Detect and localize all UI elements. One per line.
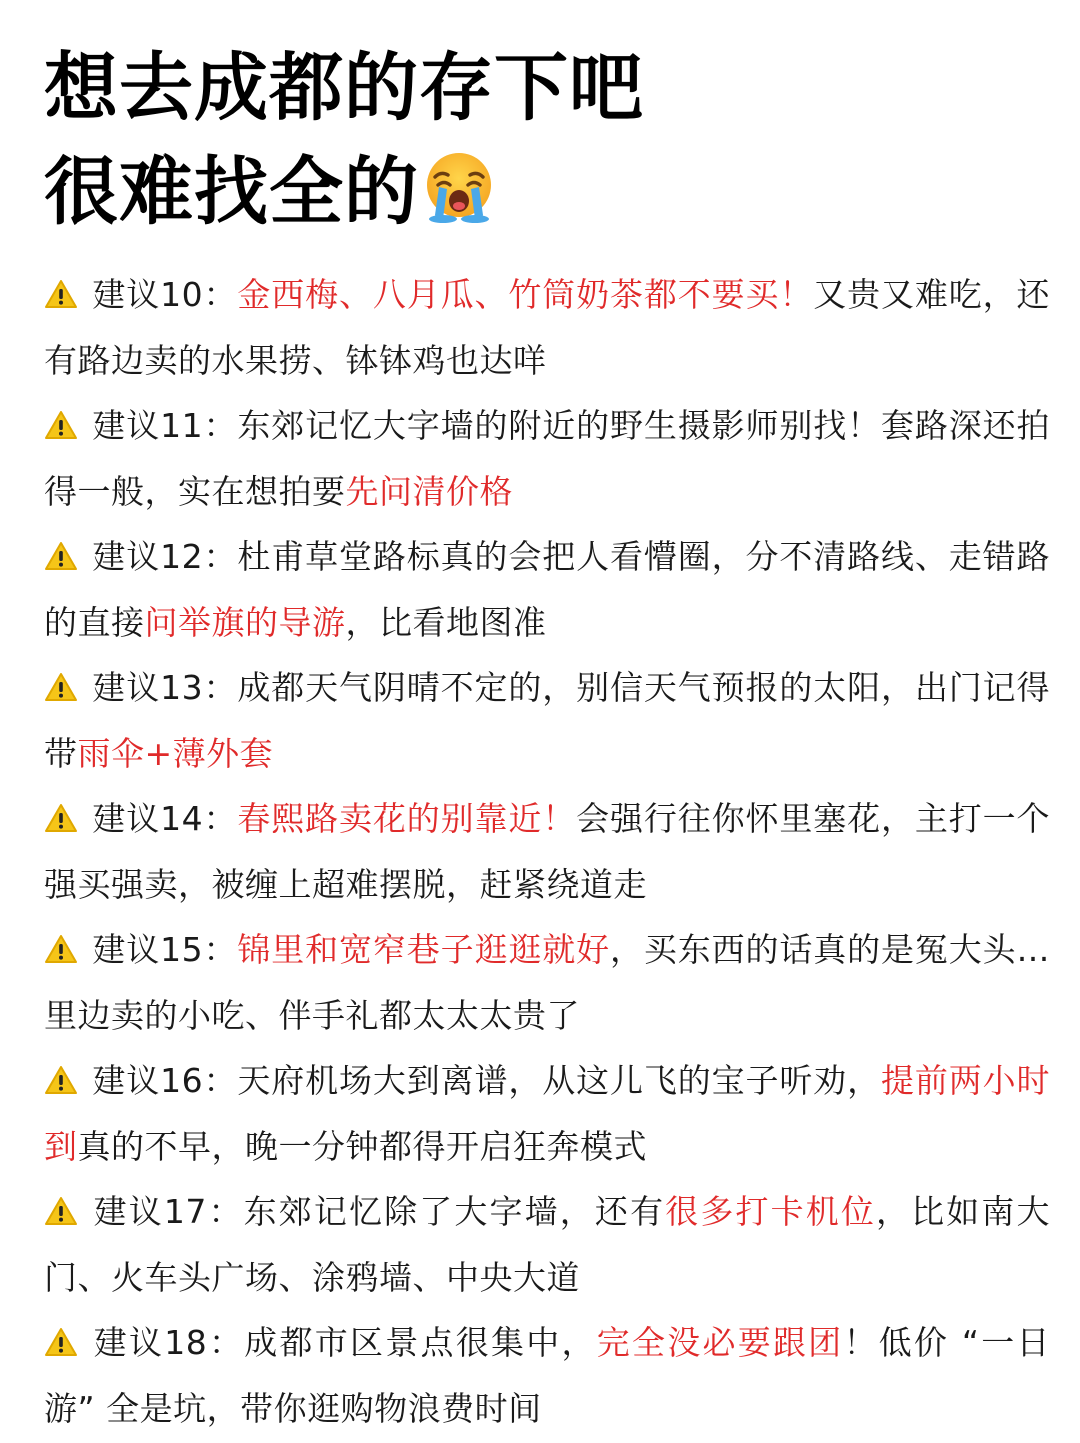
tip-item bbox=[44, 655, 1050, 786]
warning-icon bbox=[44, 1327, 78, 1357]
loudly-crying-face-icon bbox=[421, 149, 497, 225]
tip-label: 建议12： bbox=[92, 537, 238, 576]
warning-icon bbox=[44, 541, 78, 571]
title-line-2-wrap bbox=[44, 140, 1050, 244]
tip-item bbox=[44, 524, 1050, 655]
tip-text: 东郊记忆除了大字墙，还有 bbox=[243, 1192, 666, 1231]
tip-label: 建议15： bbox=[92, 930, 238, 969]
warning-icon bbox=[44, 1196, 78, 1226]
tip-highlight-text: 问举旗的导游 bbox=[144, 602, 346, 642]
title-line-2: 很难找全的 bbox=[44, 149, 419, 235]
tip-text: ！低价 “一日游” 全是坑，带你逛购物浪费时间 bbox=[44, 1323, 1051, 1428]
tip-item bbox=[44, 262, 1050, 393]
tip-item bbox=[44, 393, 1050, 524]
warning-icon bbox=[44, 672, 78, 702]
tip-text: 又贵又难吃，还有路边卖的水果捞、钵钵鸡也达咩 bbox=[44, 275, 1050, 380]
tip-highlight-text: 先问清价格 bbox=[345, 471, 513, 511]
warning-icon bbox=[44, 803, 78, 833]
tip-highlight-text: 很多打卡机位 bbox=[665, 1192, 876, 1231]
tip-item bbox=[44, 786, 1050, 917]
tip-item bbox=[44, 1310, 1050, 1441]
tip-text: ，比看地图准 bbox=[345, 602, 547, 642]
warning-icon bbox=[44, 934, 78, 964]
tips-list bbox=[44, 262, 1050, 1441]
tip-text: 东郊记忆大字墙的附近的野生摄影师别找！套路深还拍得一般，实在想拍要 bbox=[44, 406, 1050, 511]
tip-text: 会强行往你怀里塞花，主打一个强买强卖，被缠上超难摆脱，赶紧绕道走 bbox=[44, 799, 1050, 904]
tip-highlight-text: 完全没必要跟团 bbox=[596, 1323, 844, 1362]
tip-item bbox=[44, 917, 1050, 1048]
tip-label: 建议11： bbox=[92, 406, 238, 445]
tip-text: ，买东西的话真的是冤大头…里边卖的小吃、伴手礼都太太太贵了 bbox=[44, 930, 1050, 1035]
page-title bbox=[44, 36, 1050, 244]
tip-highlight-text: 春熙路卖花的别靠近！ bbox=[237, 799, 577, 838]
tip-highlight-text: 提前两小时到 bbox=[44, 1061, 1050, 1166]
tip-highlight-text: 金西梅、八月瓜、竹筒奶茶都不要买！ bbox=[237, 275, 814, 314]
tip-label: 建议13： bbox=[92, 668, 238, 707]
tip-item bbox=[44, 1179, 1050, 1310]
tip-item bbox=[44, 1048, 1050, 1179]
tip-text: ，比如南大门、火车头广场、涂鸦墙、中央大道 bbox=[44, 1192, 1051, 1297]
tip-text: 真的不早，晚一分钟都得开启狂奔模式 bbox=[77, 1126, 647, 1166]
warning-icon bbox=[44, 1065, 78, 1095]
tip-text: 成都市区景点很集中， bbox=[244, 1323, 597, 1362]
title-line-1: 想去成都的存下吧 bbox=[44, 45, 644, 131]
tip-label: 建议16： bbox=[92, 1061, 238, 1100]
tip-text: 杜甫草堂路标真的会把人看懵圈，分不清路线、走错路的直接 bbox=[44, 537, 1050, 642]
warning-icon bbox=[44, 410, 78, 440]
tip-highlight-text: 雨伞+薄外套 bbox=[77, 733, 274, 773]
warning-icon bbox=[44, 279, 78, 309]
tip-label: 建议14： bbox=[92, 799, 238, 838]
tip-label: 建议17： bbox=[92, 1192, 244, 1231]
tip-text: 成都天气阴晴不定的，别信天气预报的太阳，出门记得带 bbox=[44, 668, 1050, 773]
tip-highlight-text: 锦里和宽窄巷子逛逛就好 bbox=[237, 930, 610, 969]
tip-label: 建议18： bbox=[92, 1323, 245, 1362]
tip-text: 天府机场大到离谱，从这儿飞的宝子听劝， bbox=[237, 1061, 881, 1100]
tip-label: 建议10： bbox=[92, 275, 238, 314]
